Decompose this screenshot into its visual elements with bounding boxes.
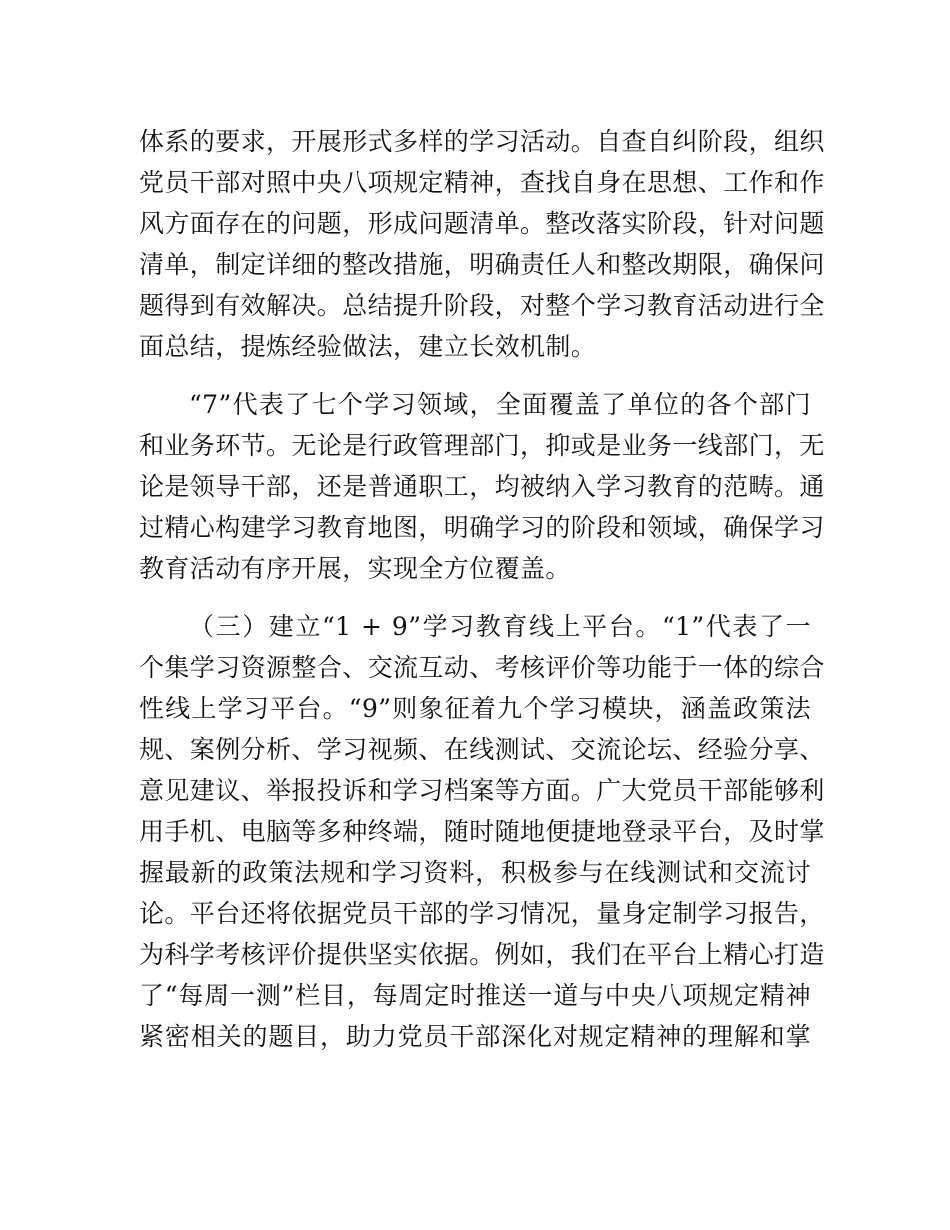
text-line: 个集学习资源整合、交流互动、考核评价等功能于一体的综合 [139, 653, 825, 682]
text-line: 紧密相关的题目，助力党员干部深化对规定精神的理解和掌 [139, 1022, 811, 1051]
text-line: 握最新的政策法规和学习资料，积极参与在线测试和交流讨 [139, 858, 811, 887]
text-line: 论是领导干部，还是普通职工，均被纳入学习教育的范畴。通 [139, 472, 825, 501]
text-line: 党员干部对照中央八项规定精神，查找自身在思想、工作和作 [139, 168, 825, 197]
text-line: 体系的要求，开展形式多样的学习活动。自查自纠阶段，组织 [139, 127, 825, 156]
text-line: 过精心构建学习教育地图，明确学习的阶段和领域，确保学习 [139, 513, 825, 542]
text-line: 性线上学习平台。“9”则象征着九个学习模块，涵盖政策法 [139, 694, 811, 723]
paragraph-online-platform [139, 606, 825, 1057]
text-line: 题得到有效解决。总结提升阶段，对整个学习教育活动进行全 [139, 291, 825, 320]
paragraph-stage-description [139, 121, 825, 367]
text-line: 清单，制定详细的整改措施，明确责任人和整改期限，确保问 [139, 250, 825, 279]
text-line: “7”代表了七个学习领域，全面覆盖了单位的各个部门 [189, 390, 811, 419]
text-line: （三）建立“1 + 9”学习教育线上平台。“1”代表了一 [189, 612, 811, 641]
text-line: 为科学考核评价提供坚实依据。例如，我们在平台上精心打造 [139, 940, 825, 969]
text-line: 意见建议、举报投诉和学习档案等方面。广大党员干部能够利 [139, 776, 825, 805]
text-line: 了“每周一测”栏目，每周定时推送一道与中央八项规定精神 [139, 981, 811, 1010]
text-line: 规、案例分析、学习视频、在线测试、交流论坛、经验分享、 [139, 735, 825, 764]
document-body [139, 121, 825, 1057]
text-line: 面总结，提炼经验做法，建立长效机制。 [139, 332, 597, 361]
paragraph-seven-areas [139, 384, 825, 589]
text-line: 风方面存在的问题，形成问题清单。整改落实阶段，针对问题 [139, 209, 825, 238]
text-line: 用手机、电脑等多种终端，随时随地便捷地登录平台，及时掌 [139, 817, 825, 846]
text-line: 和业务环节。无论是行政管理部门，抑或是业务一线部门，无 [139, 431, 825, 460]
text-line: 教育活动有序开展，实现全方位覆盖。 [139, 554, 571, 583]
text-line: 论。平台还将依据党员干部的学习情况，量身定制学习报告， [139, 899, 825, 928]
